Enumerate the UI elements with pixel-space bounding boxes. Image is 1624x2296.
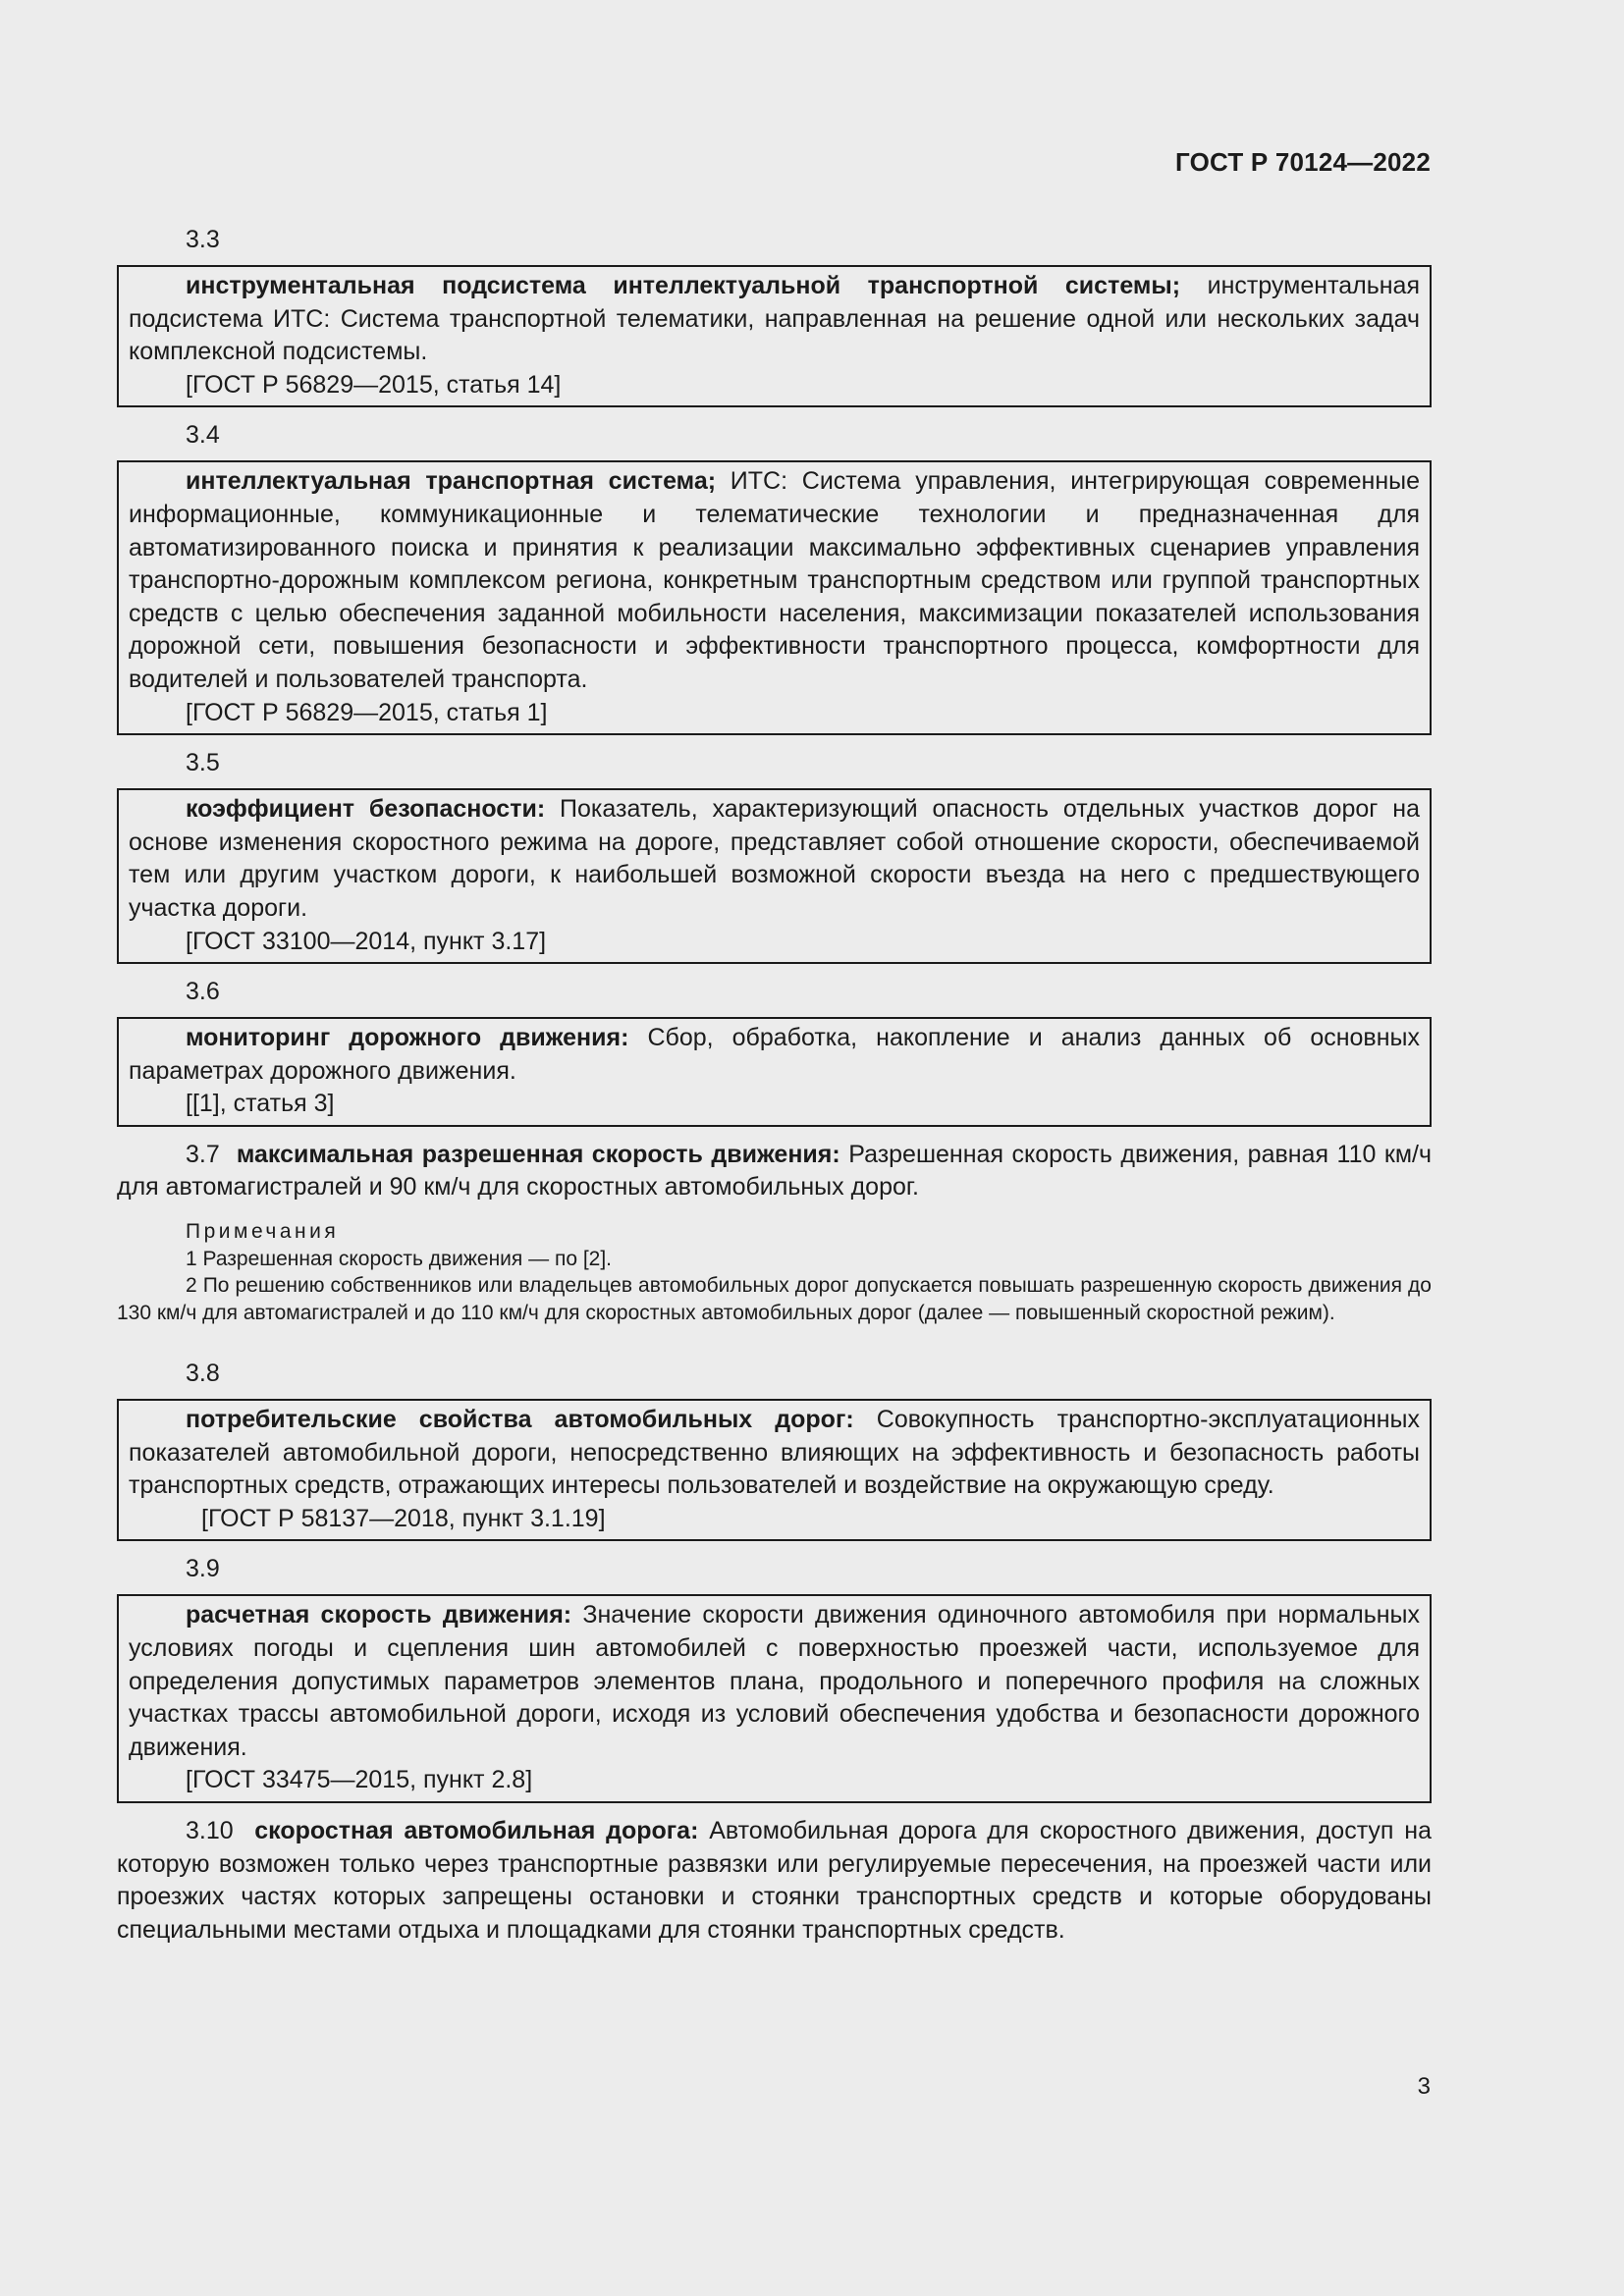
term-entry-3-8 [117,1399,1432,1541]
term-text [129,465,1420,696]
term-definition: Совокупность транспортно-эксплуатационных показателей автомобильной дороги, непосредственно влияющих на эффективность и безопасность работы транспортных средств, отражающих интересы пользователей и воздействие на окружающую среду. [129,1406,1420,1500]
term-text [129,1599,1420,1764]
term-name: расчетная скорость движения: [186,1601,572,1629]
term-entry-3-9 [117,1594,1432,1803]
term-source: [ГОСТ Р 56829—2015, статья 1] [186,698,548,726]
term-definition: Значение скорости движения одиночного автомобиля при нормальных условиях погоды и сцепления шин автомобилей с поверхностью проезжей части, используемое для определения допустимых параметров элементов плана, продольного и поперечного профиля на сложных участках трассы автомобильной дороги, исходя из условий обеспечения удобства и безопасности дорожного движения. [129,1601,1420,1761]
term-name: коэффициент безопасности: [186,795,546,824]
term-entry-3-5 [117,788,1432,964]
notes-title: Примечания [186,1220,340,1244]
term-text [129,1404,1420,1503]
term-definition: ИТС: Система управления, интегрирующая современные информационные, коммуникационные и телематические технологии и предназначенная для автоматизированного поиска и принятия к реализации максимально эффективных сценариев управления транспортно-дорожным комплексом региона, конкретным транспортным средством или группой транспортных средств с целью обеспечения заданной мобильности населения, максимизации показателей использования дорожной сети, повышения безопасности и эффективности транспортного процесса, комфортности для водителей и пользователей транспорта. [129,467,1421,693]
term-number: 3.9 [186,1555,220,1583]
term-definition: Автомобильная дорога для скоростного движения, доступ на которую возможен только через транспортные развязки или регулируемые пересечения, на проезжей части или проезжих частях которых запрещены остановки и стоянки транспортных средств и которые оборудованы специальными местами отдыха и площадками для стоянки транспортных средств. [117,1817,1432,1944]
paragraph-number: 3.7 [186,1140,220,1168]
term-name: потребительские свойства автомобильных дорог: [186,1406,854,1434]
note-item: 1 Разрешенная скорость движения — по [2]. [186,1247,613,1270]
term-source: [[1], статья 3] [186,1090,335,1118]
term-number: 3.3 [186,226,220,253]
document-code: ГОСТ Р 70124—2022 [1175,147,1431,177]
term-text [129,270,1420,369]
term-name: инструментальная подсистема интеллектуальной транспортной системы; [186,272,1181,299]
notes-block [117,1218,1432,1326]
term-number: 3.5 [186,749,220,777]
term-entry-3-3 [117,265,1432,407]
term-definition: Показатель, характеризующий опасность отдельных участков дорог на основе изменения скоростного режима на дороге, представляет собой отношение скорости, обеспечиваемой тем или другим участком дороги, к наибольшей возможной скорости въезда на него с предшествующего участка дороги. [129,795,1420,922]
term-name: скоростная автомобильная дорога: [254,1817,699,1844]
term-name: максимальная разрешенная скорость движения: [236,1140,840,1168]
paragraph-3-10 [117,1815,1432,1947]
term-source: [ГОСТ Р 56829—2015, статья 14] [186,370,562,399]
term-name: интеллектуальная транспортная система; [186,467,717,496]
term-entry-3-6 [117,1017,1432,1127]
document-body [117,224,1432,1947]
term-definition: инструментальная подсистема ИТС: Система транспортной телематики, направленная на решение одной или нескольких задач комплексной подсистемы. [129,272,1421,366]
term-name: мониторинг дорожного движения: [186,1024,629,1052]
term-text [129,793,1420,925]
paragraph-number: 3.10 [186,1817,234,1844]
term-source: [ГОСТ Р 58137—2018, пункт 3.1.19] [201,1504,606,1532]
term-entry-3-4 [117,460,1432,735]
term-definition: Сбор, обработка, накопление и анализ данных об основных параметрах дорожного движения. [129,1024,1420,1085]
term-number: 3.4 [186,421,220,450]
term-number: 3.6 [186,978,220,1006]
term-source: [ГОСТ 33100—2014, пункт 3.17] [186,927,547,955]
page-number: 3 [1417,2073,1431,2100]
term-number: 3.8 [186,1360,220,1388]
term-source: [ГОСТ 33475—2015, пункт 2.8] [186,1766,533,1794]
note-item: 2 По решению собственников или владельцев автомобильных дорог допускается повышать разрешенную скорость движения до 130 км/ч для автомагистралей и до 110 км/ч для скоростных автомобильных дорог (далее — повышенный скоростной режим). [117,1274,1432,1324]
paragraph-3-7 [117,1139,1432,1204]
term-text [129,1022,1420,1088]
term-definition: Разрешенная скорость движения, равная 110 км/ч для автомагистралей и 90 км/ч для скоростных автомобильных дорог. [117,1140,1432,1201]
